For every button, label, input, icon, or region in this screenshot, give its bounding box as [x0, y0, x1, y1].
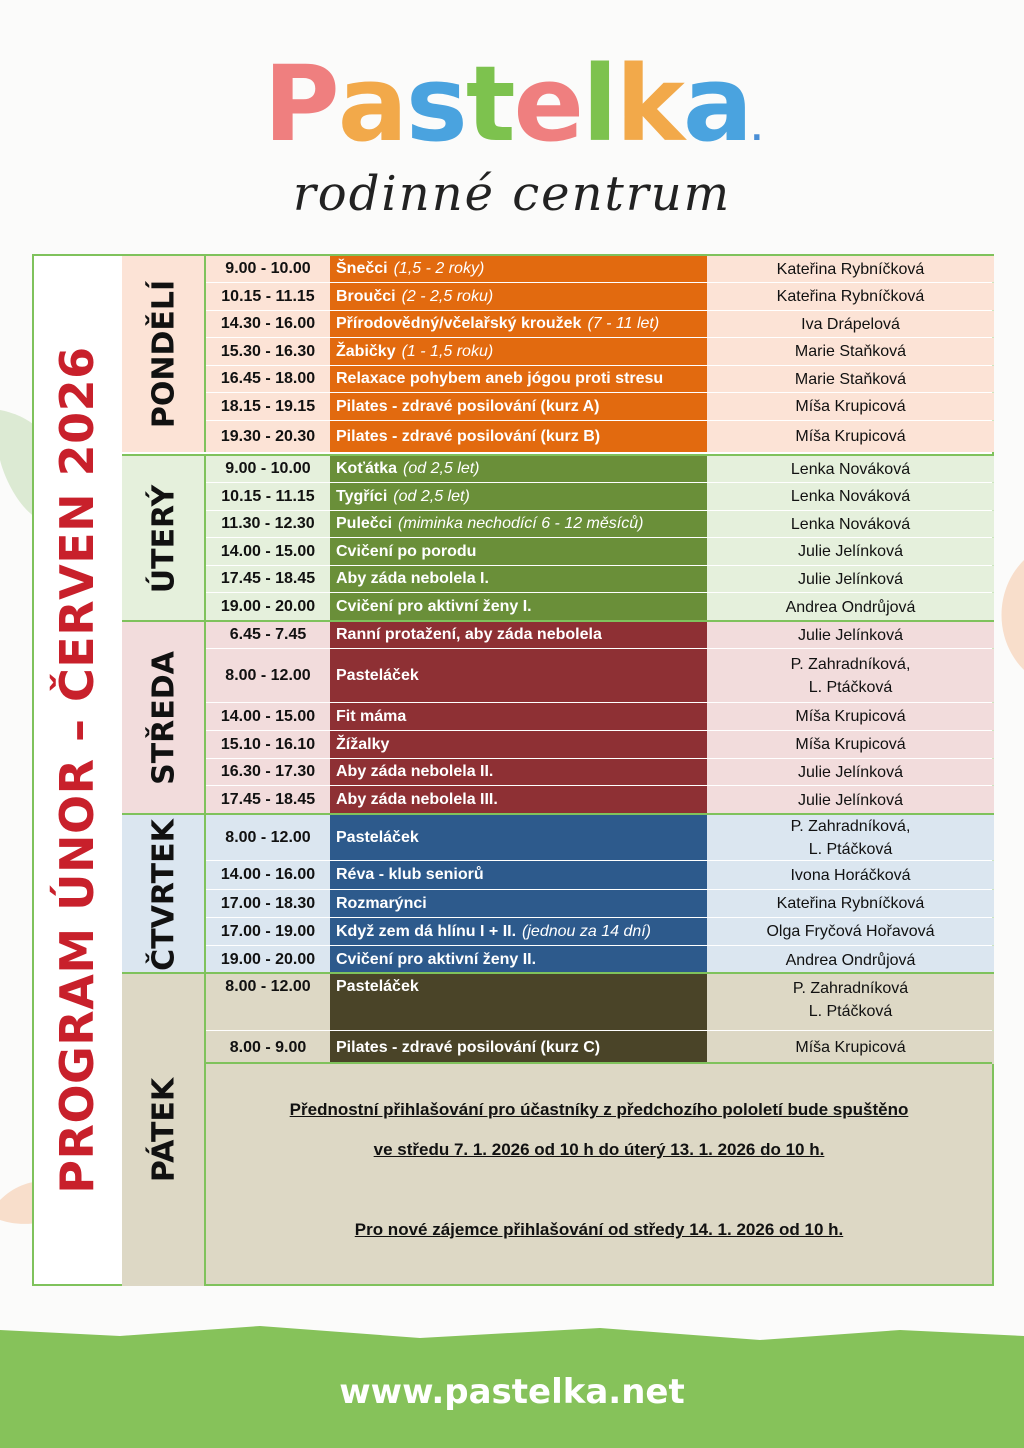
time-cell: 15.30 - 16.30	[206, 338, 330, 365]
leader-name: Julie Jelínková	[798, 763, 903, 781]
schedule-row	[206, 786, 994, 814]
day-block	[122, 256, 994, 452]
leader-name: P. Zahradníková,	[790, 655, 911, 673]
leader-name: L. Ptáčková	[808, 1003, 893, 1020]
activity-cell	[330, 890, 707, 917]
activity-cell	[330, 338, 707, 365]
activity-name: Šnečci	[336, 260, 388, 277]
leader-name: Míša Krupicová	[795, 736, 906, 753]
logo-letter: a	[337, 43, 406, 165]
time-cell: 10.15 - 11.15	[206, 483, 330, 510]
activity-name: Přírodovědný/včelařský kroužek	[336, 315, 582, 332]
activity-name: Ranní protažení, aby záda nebolela	[336, 626, 602, 643]
leader-cell	[707, 366, 994, 392]
leader-cell	[707, 622, 994, 648]
schedule-row	[206, 731, 994, 759]
activity-note: (1,5 - 2 roky)	[393, 260, 485, 277]
leader-name: Julie Jelínková	[798, 543, 903, 560]
schedule-row	[206, 366, 994, 393]
activity-cell	[330, 1031, 707, 1064]
schedule-row	[206, 649, 994, 703]
activity-cell	[330, 566, 707, 592]
time-cell: 17.45 - 18.45	[206, 566, 330, 592]
activity-cell	[330, 593, 707, 621]
time-cell: 17.00 - 18.30	[206, 890, 330, 917]
leader-name: P. Zahradníková	[792, 980, 909, 997]
activity-name: Pasteláček	[336, 978, 419, 995]
day-name: PÁTEK	[146, 1077, 182, 1183]
leader-name: Julie Jelínková	[798, 791, 903, 809]
leader-name: Andrea Ondrůjová	[785, 598, 916, 616]
day-label	[122, 456, 206, 621]
time-cell: 17.00 - 19.00	[206, 918, 330, 945]
schedule-row	[206, 456, 994, 483]
activity-name: Koťátka	[336, 460, 398, 477]
activity-name: Fit máma	[336, 707, 407, 725]
leader-name: Iva Drápelová	[801, 315, 900, 333]
leader-cell	[707, 649, 994, 702]
time-cell: 17.45 - 18.45	[206, 786, 330, 814]
activity-name: Aby záda nebolela III.	[336, 791, 498, 808]
leader-cell	[707, 538, 994, 565]
leaf-decoration-right	[994, 560, 1024, 680]
leader-cell	[707, 311, 994, 337]
time-cell: 6.45 - 7.45	[206, 622, 330, 648]
website-url[interactable]: www.pastelka.net	[339, 1372, 685, 1412]
activity-cell	[330, 759, 707, 785]
schedule-row	[206, 815, 994, 861]
activity-name: Broučci	[336, 287, 396, 305]
leader-name: Marie Staňková	[794, 343, 907, 360]
day-label	[122, 815, 206, 974]
leader-cell	[707, 759, 994, 785]
leader-cell	[707, 946, 994, 974]
leader-name: Lenka Nováková	[790, 515, 911, 533]
activity-cell	[330, 974, 707, 1030]
logo-letter: e	[513, 43, 583, 165]
time-cell: 8.00 - 9.00	[206, 1031, 330, 1064]
schedule-row	[206, 393, 994, 421]
leader-name: Andrea Ondrůjová	[785, 951, 916, 969]
day-name: ČTVRTEK	[146, 818, 182, 971]
leader-cell	[707, 483, 994, 510]
leader-name: L. Ptáčková	[808, 678, 893, 696]
schedule-row	[206, 1031, 994, 1064]
day-label	[122, 622, 206, 814]
leader-cell	[707, 815, 994, 860]
logo-letter: l	[582, 43, 616, 165]
info-line: Pro nové zájemce přihlašování od středy 14. 1. 2026 od 10 h.	[354, 1220, 844, 1239]
leader-cell	[707, 1031, 994, 1064]
activity-name: Pilates - zdravé posilování (kurz A)	[336, 397, 600, 415]
subtitle: rodinné centrum	[292, 166, 732, 222]
activity-note: (od 2,5 let)	[393, 487, 470, 505]
day-name: ÚTERÝ	[146, 484, 182, 593]
activity-name: Pulečci	[336, 515, 393, 532]
time-cell: 15.10 - 16.10	[206, 731, 330, 758]
activity-cell	[330, 918, 707, 945]
time-cell: 14.00 - 15.00	[206, 538, 330, 565]
activity-name: Relaxace pohybem aneb jógou proti stresu	[336, 370, 664, 387]
activity-note: (miminka nechodící 6 - 12 měsíců)	[398, 515, 644, 532]
activity-cell	[330, 366, 707, 392]
time-cell: 14.00 - 15.00	[206, 703, 330, 730]
pastelka-logo	[0, 43, 1024, 165]
day-block	[122, 813, 994, 972]
leader-name: Míša Krupicová	[795, 1039, 906, 1056]
time-cell: 10.15 - 11.15	[206, 283, 330, 310]
activity-cell	[330, 456, 707, 482]
time-cell: 8.00 - 12.00	[206, 815, 330, 860]
schedule-row	[206, 483, 994, 511]
leader-cell	[707, 393, 994, 420]
activity-cell	[330, 511, 707, 537]
time-cell: 16.30 - 17.30	[206, 759, 330, 785]
leader-name: Lenka Nováková	[790, 460, 911, 478]
leader-cell	[707, 421, 994, 452]
activity-name: Pasteláček	[336, 828, 419, 846]
activity-cell	[330, 649, 707, 702]
day-name: STŘEDA	[146, 651, 182, 785]
leader-name: L. Ptáčková	[808, 840, 893, 858]
leader-name: Julie Jelínková	[798, 570, 903, 588]
activity-cell	[330, 393, 707, 420]
schedule-row	[206, 890, 994, 918]
activity-name: Pilates - zdravé posilování (kurz B)	[336, 427, 601, 445]
logo-dot: .	[751, 113, 761, 148]
leader-cell	[707, 861, 994, 889]
leader-cell	[707, 256, 994, 282]
activity-note: (od 2,5 let)	[403, 460, 480, 477]
time-cell: 8.00 - 12.00	[206, 649, 330, 702]
time-cell: 11.30 - 12.30	[206, 511, 330, 537]
activity-cell	[330, 622, 707, 648]
schedule-row	[206, 566, 994, 593]
activity-name: Réva - klub seniorů	[336, 866, 484, 883]
schedule-row	[206, 974, 994, 1031]
time-cell: 9.00 - 10.00	[206, 256, 330, 282]
activity-name: Žabičky	[336, 342, 396, 360]
leader-cell	[707, 511, 994, 537]
activity-cell	[330, 731, 707, 758]
schedule-row	[206, 338, 994, 366]
day-label	[122, 974, 206, 1286]
activity-name: Tygříci	[336, 487, 388, 505]
leader-name: Kateřina Rybníčková	[776, 288, 925, 305]
leader-name: Julie Jelínková	[798, 626, 903, 644]
activity-cell	[330, 483, 707, 510]
leader-cell	[707, 890, 994, 917]
leader-cell	[707, 703, 994, 730]
activity-name: Cvičení po porodu	[336, 542, 477, 560]
day-name: PONDĚLÍ	[146, 279, 182, 429]
leader-cell	[707, 456, 994, 482]
time-cell: 18.15 - 19.15	[206, 393, 330, 420]
leader-cell	[707, 338, 994, 365]
leader-cell	[707, 283, 994, 310]
schedule-row	[206, 283, 994, 311]
activity-name: Aby záda nebolela I.	[336, 570, 489, 587]
leader-name: Marie Staňková	[794, 370, 907, 388]
activity-cell	[330, 311, 707, 337]
activity-name: Žížalky	[336, 735, 390, 753]
leader-cell	[707, 918, 994, 945]
activity-note: (7 - 11 let)	[587, 315, 660, 332]
leader-cell	[707, 566, 994, 592]
activity-cell	[330, 861, 707, 889]
time-cell: 14.30 - 16.00	[206, 311, 330, 337]
program-title-column	[32, 254, 122, 1286]
program-title: PROGRAM ÚNOR – ČERVEN 2026	[50, 346, 104, 1194]
leader-cell	[707, 593, 994, 621]
activity-cell	[330, 703, 707, 730]
day-block	[122, 454, 994, 619]
schedule-row	[206, 946, 994, 974]
logo-letter: t	[465, 43, 514, 165]
leader-name: Olga Fryčová Hořavová	[766, 923, 935, 940]
activity-name: Aby záda nebolela II.	[336, 763, 494, 780]
logo-letter: P	[263, 43, 338, 165]
schedule-row	[206, 593, 994, 621]
info-line: ve středu 7. 1. 2026 od 10 h do úterý 13. 1. 2026 do 10 h.	[373, 1140, 825, 1159]
activity-cell	[330, 815, 707, 860]
leader-name: Kateřina Rybníčková	[776, 895, 925, 912]
time-cell: 19.00 - 20.00	[206, 946, 330, 974]
activity-name: Pasteláček	[336, 666, 419, 684]
leader-name: Kateřina Rybníčková	[776, 260, 925, 278]
activity-note: (jednou za 14 dní)	[522, 922, 652, 940]
info-line: Přednostní přihlašování pro účastníky z předchozího pololetí bude spuštěno	[289, 1100, 909, 1119]
leader-name: P. Zahradníková,	[790, 817, 911, 835]
activity-cell	[330, 946, 707, 974]
activity-cell	[330, 256, 707, 282]
activity-cell	[330, 538, 707, 565]
time-cell: 9.00 - 10.00	[206, 456, 330, 482]
leader-cell	[707, 731, 994, 758]
registration-info	[206, 1062, 992, 1284]
activity-name: Cvičení pro aktivní ženy I.	[336, 598, 532, 615]
leader-name: Ivona Horáčková	[790, 866, 911, 884]
schedule-row	[206, 511, 994, 538]
time-cell: 19.30 - 20.30	[206, 421, 330, 452]
leader-cell	[707, 786, 994, 814]
leader-cell	[707, 974, 994, 1030]
activity-cell	[330, 421, 707, 452]
activity-cell	[330, 786, 707, 814]
schedule-row	[206, 311, 994, 338]
schedule-row	[206, 703, 994, 731]
schedule-row	[206, 861, 994, 890]
logo-letter: s	[405, 43, 466, 165]
time-cell: 14.00 - 16.00	[206, 861, 330, 889]
logo-letter: k	[615, 43, 683, 165]
activity-name: Cvičení pro aktivní ženy II.	[336, 951, 537, 968]
schedule-row	[206, 421, 994, 452]
leader-name: Lenka Nováková	[790, 488, 911, 505]
leader-name: Míša Krupicová	[795, 398, 906, 415]
schedule-row	[206, 918, 994, 946]
activity-name: Když zem dá hlínu I + II.	[336, 922, 517, 940]
time-cell: 19.00 - 20.00	[206, 593, 330, 621]
schedule-row	[206, 759, 994, 786]
time-cell: 16.45 - 18.00	[206, 366, 330, 392]
schedule-row	[206, 256, 994, 283]
activity-name: Rozmarýnci	[336, 894, 427, 912]
logo-letter: a	[682, 43, 752, 165]
day-block	[122, 620, 994, 812]
leader-name: Míša Krupicová	[795, 708, 906, 725]
day-label	[122, 256, 206, 452]
activity-note: (1 - 1,5 roku)	[401, 342, 494, 360]
schedule-row	[206, 622, 994, 649]
activity-note: (2 - 2,5 roku)	[401, 287, 494, 305]
leader-name: Míša Krupicová	[795, 428, 906, 445]
activity-name: Pilates - zdravé posilování (kurz C)	[336, 1038, 601, 1056]
activity-cell	[330, 283, 707, 310]
time-cell: 8.00 - 12.00	[206, 974, 330, 1030]
schedule-row	[206, 538, 994, 566]
